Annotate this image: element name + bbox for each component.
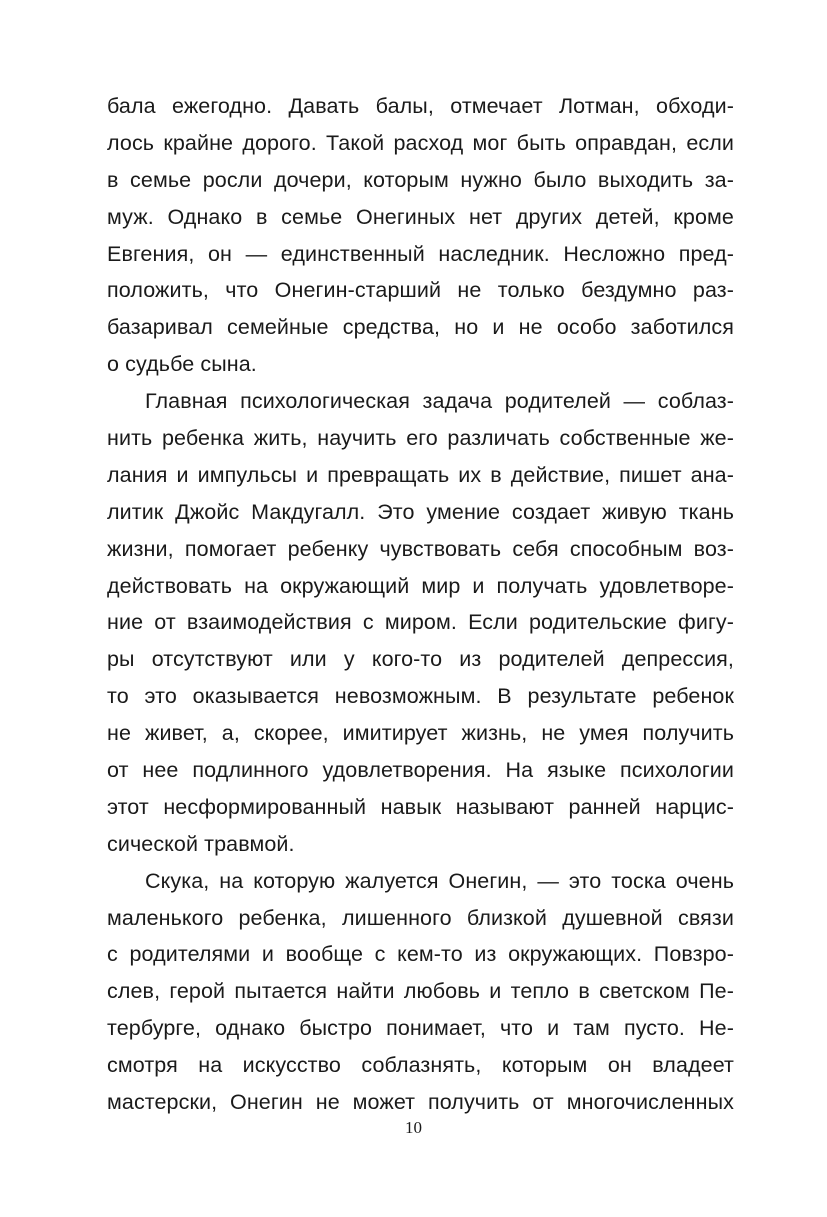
text-line: мастерски, Онегин не может получить от многочисленных: [107, 1090, 734, 1115]
page-number: 10: [405, 1118, 422, 1137]
text-line: жизни, помогает ребенку чувствовать себя способным воз-: [107, 536, 734, 561]
text-line: с родителями и вообще с кем-то из окружающих. Повзро-: [107, 942, 734, 967]
body-text: [107, 88, 734, 1121]
text-line: Главная психологическая задача родителей — соблаз-: [145, 389, 734, 414]
paragraph: [107, 88, 734, 383]
text-line: положить, что Онегин-старший не только бездумно раз-: [107, 278, 734, 303]
text-line: лания и импульсы и превращать их в действие, пишет ана-: [107, 462, 734, 487]
text-line: ние от взаимодействия с миром. Если родительские фигу-: [107, 610, 734, 635]
text-line: слев, герой пытается найти любовь и тепло в светском Пе-: [107, 979, 734, 1004]
text-line: маленького ребенка, лишенного близкой душевной связи: [107, 905, 734, 930]
text-line: ры отсутствуют или у кого-то из родителей депрессия,: [107, 647, 734, 672]
text-line: бала ежегодно. Давать балы, отмечает Лотман, обходи-: [107, 94, 734, 118]
text-line: действовать на окружающий мир и получать удовлетворе-: [107, 573, 734, 598]
text-line: Скука, на которую жалуется Онегин, — это тоска очень: [145, 868, 734, 893]
text-line: нить ребенка жить, научить его различать собственные же-: [107, 426, 734, 451]
text-line: о судьбе сына.: [107, 352, 257, 377]
text-line: этот несформированный навык называют ранней нарцис-: [107, 794, 734, 819]
text-line: от нее подлинного удовлетворения. На языке психологии: [107, 758, 734, 783]
text-line: муж. Однако в семье Онегиных нет других детей, кроме: [107, 204, 734, 229]
text-line: тербурге, однако быстро понимает, что и там пусто. Не-: [107, 1016, 734, 1041]
paragraph: [107, 383, 734, 863]
text-line: сической травмой.: [107, 831, 295, 856]
text-line: то это оказывается невозможным. В результате ребенок: [107, 684, 734, 709]
text-line: литик Джойс Макдугалл. Это умение создает живую ткань: [107, 499, 734, 524]
text-line: Евгения, он — единственный наследник. Несложно пред-: [107, 241, 734, 266]
text-line: не живет, а, скорее, имитирует жизнь, не умея получить: [107, 721, 734, 746]
text-line: базаривал семейные средства, но и не особо заботился: [107, 315, 734, 340]
text-line: лось крайне дорого. Такой расход мог быть оправдан, если: [107, 130, 734, 155]
paragraph: [107, 863, 734, 1121]
text-line: в семье росли дочери, которым нужно было выходить за-: [107, 167, 734, 192]
text-line: смотря на искусство соблазнять, которым он владеет: [107, 1053, 734, 1078]
